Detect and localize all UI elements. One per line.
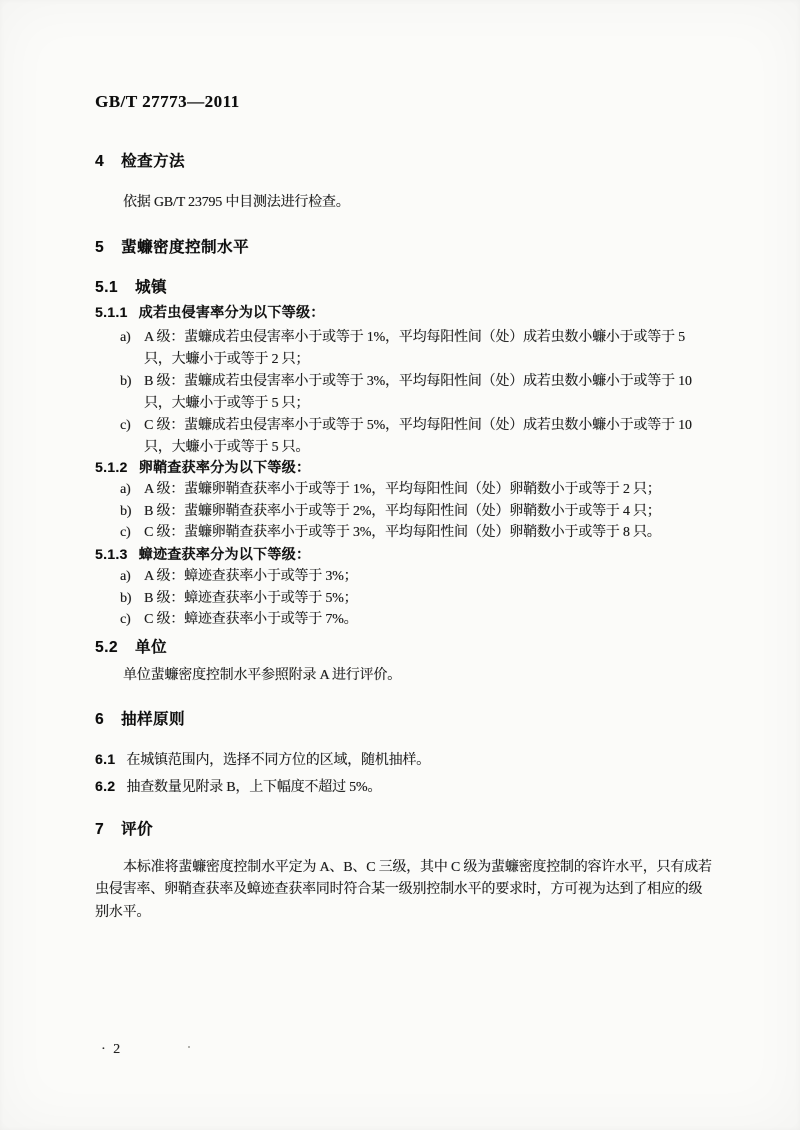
section-number: 5 [95, 239, 105, 256]
clause-number: 6.1 [95, 751, 116, 767]
list-item-text: C 级：蜚蠊卵鞘查获率小于或等于 3%，平均每阳性间（处）卵鞘数小于或等于 8 只。 [144, 525, 661, 540]
section-4-heading [95, 149, 715, 171]
list-item-text: B 级：蟑迹查获率小于或等于 5%； [144, 590, 358, 606]
section-title: 抽样原则 [121, 711, 186, 728]
list-item-text: A 级：蜚蠊卵鞘查获率小于或等于 1%，平均每阳性间（处）卵鞘数小于或等于 2 只； [144, 482, 661, 497]
clause-number: 5.1.2 [95, 459, 128, 475]
section-5-heading [95, 235, 715, 257]
section-7-paragraph: 本标准将蜚蠊密度控制水平定为 A、B、C 三级，其中 C 级为蜚蠊密度控制的容许水平，只有成若虫侵害率、卵鞘查获率及蟑迹查获率同时符合某一级别控制水平的要求时，方可视为达到了相应的级别水平。 [95, 860, 712, 920]
list-5-1-2 [95, 479, 715, 544]
clause-6-1 [95, 749, 715, 769]
section-5-2-heading [95, 635, 715, 657]
clause-number: 6.2 [95, 778, 116, 794]
list-item-label: c) [120, 612, 131, 627]
clause-text: 抽查数量见附录 B，上下幅度不超过 5%。 [126, 780, 382, 795]
section-7-heading [95, 817, 715, 839]
section-4-paragraph: 依据 GB/T 23795 中目测法进行检查。 [123, 195, 350, 210]
section-6-heading [95, 707, 715, 729]
list-item-text: A 级：蟑迹查获率小于或等于 3%； [144, 569, 358, 584]
section-number: 6 [95, 711, 105, 728]
list-item [95, 566, 715, 588]
list-item-label: a) [120, 330, 131, 345]
clause-number: 5.1.3 [95, 546, 128, 562]
list-item-text: C 级：蟑迹查获率小于或等于 7%。 [144, 612, 358, 627]
list-item-label: c) [120, 525, 131, 540]
list-item-text: B 级：蜚蠊成若虫侵害率小于或等于 3%，平均每阳性间（处）成若虫数小蠊小于或等于 10 只，大蠊小于或等于 5 只； [144, 374, 692, 411]
scan-artifact-dot [188, 1046, 190, 1048]
section-title: 评价 [121, 821, 154, 838]
section-title: 蜚蠊密度控制水平 [121, 239, 250, 256]
list-item [95, 479, 715, 501]
page-number: · 2 [101, 1042, 123, 1057]
section-5-1-heading [95, 275, 715, 297]
list-item-label: a) [120, 569, 131, 584]
clause-5-1-3 [95, 544, 715, 564]
clause-lead: 蟑迹查获率分为以下等级： [138, 546, 311, 562]
clause-6-2 [95, 776, 715, 796]
section-title: 检查方法 [121, 153, 186, 170]
clause-lead: 成若虫侵害率分为以下等级： [138, 304, 325, 320]
list-item [95, 327, 715, 371]
section-number: 4 [95, 153, 105, 170]
list-item-text: C 级：蜚蠊成若虫侵害率小于或等于 5%，平均每阳性间（处）成若虫数小蠊小于或等于 10 只，大蠊小于或等于 5 只。 [144, 418, 692, 455]
list-5-1-3 [95, 566, 715, 631]
list-item [95, 371, 715, 415]
list-item-label: c) [120, 418, 131, 433]
section-title: 城镇 [135, 279, 168, 296]
clause-5-1-1 [95, 302, 715, 322]
list-item [95, 609, 715, 631]
list-item-text: A 级：蜚蠊成若虫侵害率小于或等于 1%，平均每阳性间（处）成若虫数小蠊小于或等于 5 只，大蠊小于或等于 2 只； [144, 330, 685, 367]
section-number: 7 [95, 821, 105, 838]
section-title: 单位 [135, 639, 168, 656]
list-item [95, 588, 715, 610]
list-item-text: B 级：蜚蠊卵鞘查获率小于或等于 2%，平均每阳性间（处）卵鞘数小于或等于 4 只； [144, 503, 661, 519]
section-5-2-paragraph: 单位蜚蠊密度控制水平参照附录 A 进行评价。 [123, 668, 401, 683]
list-item [95, 501, 715, 523]
list-item-label: b) [120, 590, 132, 606]
list-item [95, 415, 715, 459]
clause-5-1-2 [95, 457, 715, 477]
clause-lead: 卵鞘查获率分为以下等级： [138, 459, 311, 475]
section-number: 5.2 [95, 639, 119, 656]
list-5-1-1 [95, 327, 715, 459]
clause-number: 5.1.1 [95, 304, 128, 320]
section-number: 5.1 [95, 279, 119, 296]
list-item-label: b) [120, 503, 132, 519]
list-item-label: a) [120, 482, 131, 497]
clause-text: 在城镇范围内，选择不同方位的区域，随机抽样。 [126, 753, 430, 768]
list-item [95, 522, 715, 544]
list-item-label: b) [120, 374, 132, 389]
doc-number: GB/T 27773—2011 [95, 92, 240, 111]
